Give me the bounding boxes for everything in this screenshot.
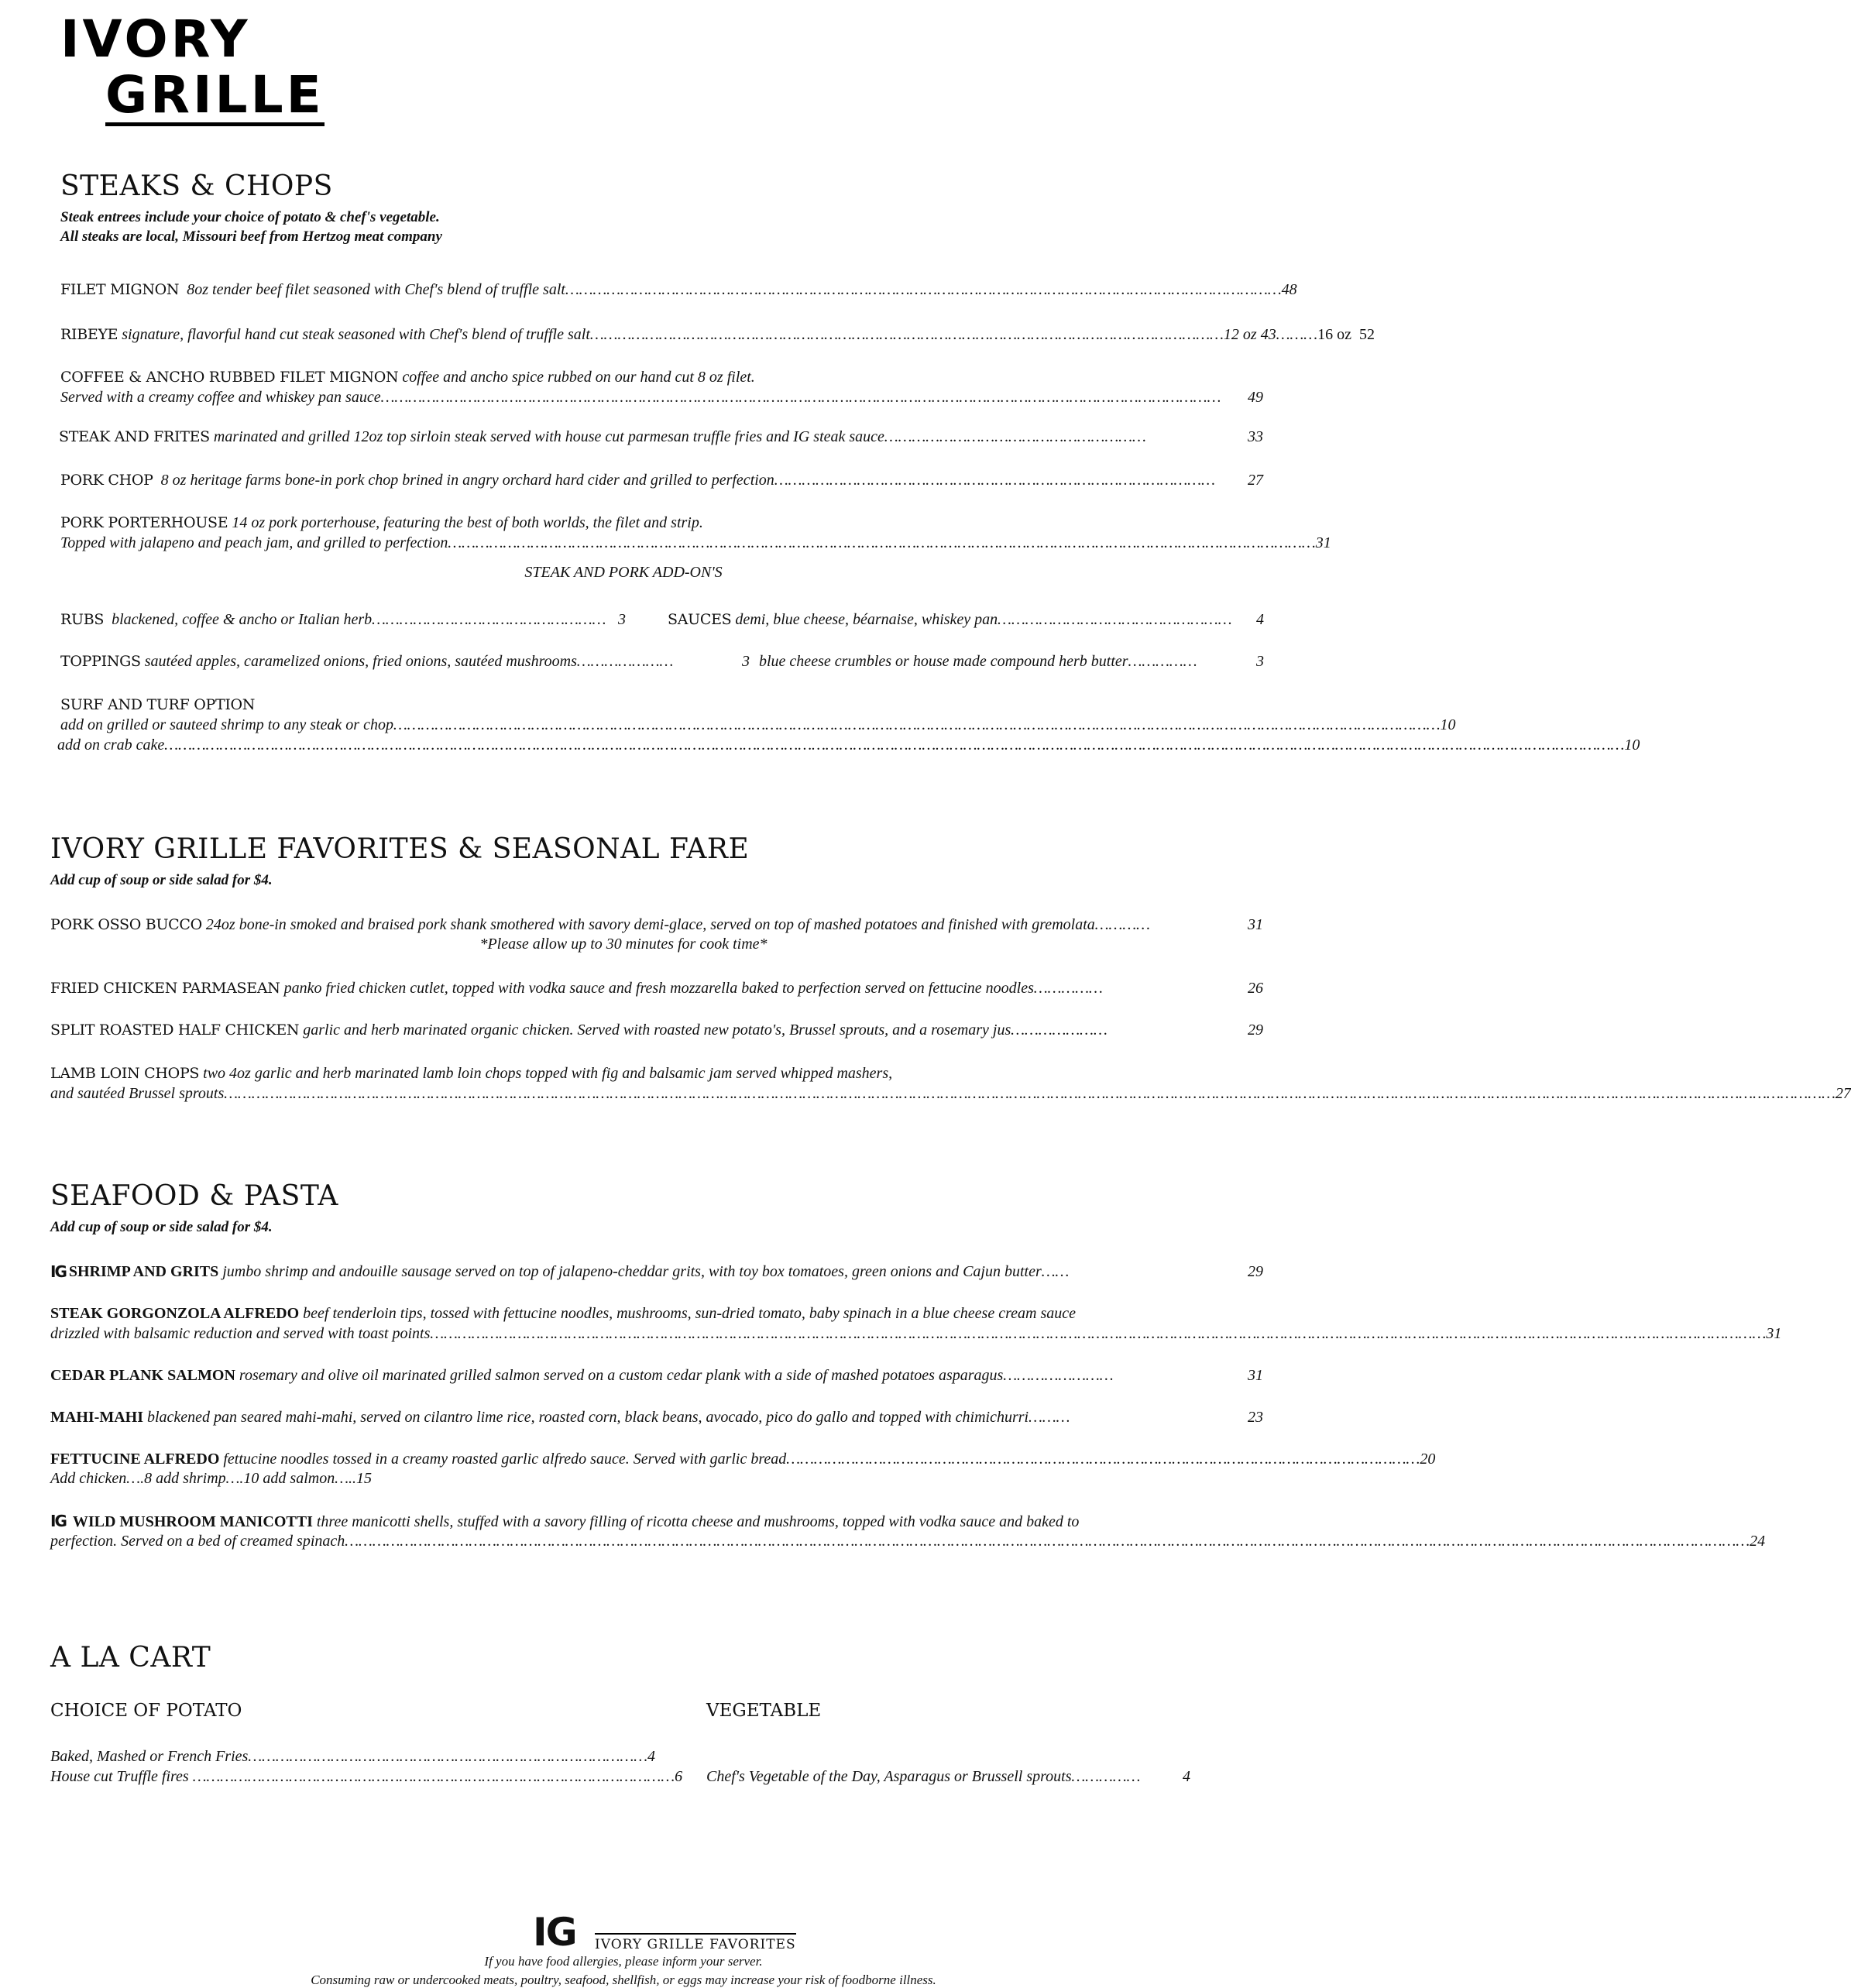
potato-item-1 bbox=[50, 1746, 656, 1767]
menu-item-shrimp-grits bbox=[50, 1261, 1263, 1282]
dot-leader: ………………………………………………… bbox=[884, 428, 1146, 445]
dot-leader: ……………………………………………………………………………………………………………………………………………………………………… bbox=[448, 534, 1316, 551]
menu-item-coffee-filet bbox=[60, 366, 755, 388]
item-name: PORK CHOP bbox=[60, 472, 153, 489]
ig-favorite-icon: IG bbox=[50, 1262, 66, 1281]
ig-favorite-icon: IG bbox=[50, 1512, 66, 1530]
dot-leader: ………………………………………………………………………………………………………………………… bbox=[589, 326, 1224, 343]
item-name: MAHI-MAHI bbox=[50, 1409, 143, 1426]
footer-logo bbox=[533, 1910, 796, 1955]
item-price: 29 bbox=[1248, 1021, 1263, 1039]
menu-item-filet bbox=[60, 279, 1297, 300]
item-name: FETTUCINE ALFREDO bbox=[50, 1451, 220, 1468]
menu-item-ribeye bbox=[60, 324, 1375, 345]
item-price: 29 bbox=[1248, 1263, 1263, 1280]
dot-leader: ………… bbox=[1094, 916, 1150, 933]
item-price: 31 bbox=[1315, 534, 1331, 551]
item-desc: 8 oz heritage farms bone-in pork chop brined in angry orchard hard cider and grilled to perfection bbox=[160, 472, 774, 489]
item-desc: drizzled with balsamic reduction and served with toast points bbox=[50, 1325, 431, 1342]
item-name: WILD MUSHROOM MANICOTTI bbox=[72, 1513, 313, 1530]
brand-line2: GRILLE bbox=[105, 65, 325, 125]
item-name: RUBS bbox=[60, 611, 105, 628]
item-desc: and sautéed Brussel sprouts bbox=[50, 1085, 225, 1102]
dot-leader: ………………………………………………………………………………………………………………………………………………………………… bbox=[380, 389, 1221, 406]
potato-item-2 bbox=[50, 1766, 683, 1787]
dot-leader: ………………… bbox=[1011, 1021, 1108, 1039]
menu-item-porterhouse-cont bbox=[60, 532, 1331, 554]
item-name: PORK PORTERHOUSE bbox=[60, 514, 228, 531]
section-title-favorites: IVORY GRILLE FAVORITES & SEASONAL FARE bbox=[50, 833, 750, 865]
item-price: 4 bbox=[1183, 1768, 1190, 1785]
menu-item-gorgonzola bbox=[50, 1303, 1076, 1324]
item-name: SHRIMP AND GRITS bbox=[68, 1263, 219, 1280]
item-name: LAMB LOIN CHOPS bbox=[50, 1065, 200, 1082]
dot-leader: ………………………………………………………………………………………………………………………………………… bbox=[565, 281, 1282, 298]
brand-line1: IVORY bbox=[60, 9, 251, 69]
dot-leader: ……… bbox=[1276, 326, 1318, 343]
item-desc: blue cheese crumbles or house made compound herb butter bbox=[759, 653, 1128, 670]
dot-leader: …………………………………………………………………………………… bbox=[774, 472, 1215, 489]
item-desc: 14 oz pork porterhouse, featuring the best of both worlds, the filet and strip. bbox=[232, 514, 703, 531]
dot-leader: …………… bbox=[1071, 1768, 1141, 1785]
menu-item-coffee-filet-cont bbox=[60, 386, 1263, 408]
item-desc: demi, blue cheese, béarnaise, whiskey pan bbox=[735, 611, 998, 628]
dot-leader: …………… bbox=[1128, 653, 1197, 670]
menu-item-lamb-cont bbox=[50, 1083, 1851, 1104]
item-desc: Topped with jalapeno and peach jam, and grilled to perfection bbox=[60, 534, 448, 551]
menu-item-lamb bbox=[50, 1063, 892, 1084]
item-price: 4 bbox=[1256, 611, 1264, 628]
item-desc: add on grilled or sauteed shrimp to any steak or chop bbox=[60, 716, 393, 733]
menu-item-steak-frites bbox=[59, 426, 1263, 448]
item-desc: rosemary and olive oil marinated grilled salmon served on a custom cedar plank with a side of mashed potatoes asparagus bbox=[239, 1367, 1004, 1384]
addon-toppings-2 bbox=[759, 651, 1264, 672]
addon-toppings bbox=[60, 651, 750, 672]
dot-leader: …………………………………………… bbox=[998, 611, 1232, 628]
item-desc: garlic and herb marinated organic chicken. Served with roasted new potato's, Brussel sprouts, and a rosemary jus bbox=[303, 1021, 1011, 1039]
menu-item-manicotti bbox=[50, 1510, 1079, 1533]
item-price: 10 bbox=[1624, 736, 1640, 754]
item-price: 20 bbox=[1420, 1451, 1436, 1468]
brand-logo bbox=[60, 9, 325, 126]
addon-rubs bbox=[60, 609, 626, 630]
item-name: PORK OSSO BUCCO bbox=[50, 916, 202, 933]
item-desc: beef tenderloin tips, tossed with fettucine noodles, mushrooms, sun-dried tomato, baby spinach in a blue cheese cream sauce bbox=[303, 1305, 1076, 1322]
dot-leader: …… bbox=[1041, 1263, 1070, 1280]
item-name: STEAK AND FRITES bbox=[59, 428, 210, 445]
item-price: 31 bbox=[1248, 1367, 1263, 1384]
item-desc: jumbo shrimp and andouille sausage served on top of jalapeno-cheddar grits, with toy box tomatoes, green onions and Cajun butter bbox=[222, 1263, 1042, 1280]
item-desc: coffee and ancho spice rubbed on our hand cut 8 oz filet. bbox=[402, 369, 755, 386]
surf-turf-title bbox=[60, 694, 255, 716]
menu-item-manicotti-cont bbox=[50, 1530, 1766, 1552]
item-price: 23 bbox=[1248, 1409, 1263, 1426]
item-name: CEDAR PLANK SALMON bbox=[50, 1367, 235, 1384]
item-name: SURF AND TURF OPTION bbox=[60, 696, 256, 713]
item-price: 31 bbox=[1248, 916, 1263, 933]
dot-leader: ………………… bbox=[576, 653, 674, 670]
dot-leader: …………………………………………………………………………………………… bbox=[192, 1768, 675, 1785]
item-desc: panko fried chicken cutlet, topped with vodka sauce and fresh mozzarella baked to perfection served on fettucine noodles bbox=[283, 980, 1034, 997]
vegetable-title: VEGETABLE bbox=[706, 1701, 822, 1721]
item-name: SAUCES bbox=[668, 611, 732, 628]
item-desc: three manicotti shells, stuffed with a savory filling of ricotta cheese and mushrooms, topped with vodka sauce and baked to bbox=[316, 1513, 1080, 1530]
addon-sauces bbox=[668, 609, 1264, 630]
item-desc: signature, flavorful hand cut steak seasoned with Chef's blend of truffle salt bbox=[122, 326, 590, 343]
dot-leader: ……… bbox=[1029, 1409, 1070, 1426]
dot-leader: …………… bbox=[1033, 980, 1103, 997]
ig-logo-icon: IG bbox=[533, 1910, 576, 1955]
item-price: 27 bbox=[1835, 1085, 1851, 1102]
menu-item-salmon bbox=[50, 1365, 1263, 1386]
item-desc: marinated and grilled 12oz top sirloin steak served with house cut parmesan truffle fries and IG steak sauce bbox=[213, 428, 884, 445]
menu-item-chicken-parm bbox=[50, 977, 1263, 999]
steaks-note-2: All steaks are local, Missouri beef from Hertzog meat company bbox=[60, 228, 442, 245]
item-desc: sautéed apples, caramelized onions, fried onions, sautéed mushrooms bbox=[144, 653, 577, 670]
dot-leader: …………………………………………… bbox=[372, 611, 606, 628]
item-price: 3 bbox=[618, 611, 626, 628]
item-price-12oz: 12 oz 43 bbox=[1223, 326, 1276, 343]
item-desc: perfection. Served on a bed of creamed spinach bbox=[50, 1533, 345, 1550]
item-price: 31 bbox=[1766, 1325, 1782, 1342]
dot-leader: ………………………………………………………………………………………………………………………………………………………………………………………………………………………………………………………………………………………… bbox=[164, 736, 1625, 754]
favorites-note: Add cup of soup or side salad for $4. bbox=[50, 872, 273, 888]
menu-item-osso-bucco bbox=[50, 914, 1263, 936]
dot-leader: ……………………………………………………………………………………………………………………………………………………………………………………………………………………………………………………………………………………………………………………… bbox=[224, 1085, 1836, 1102]
item-desc: 8oz tender beef filet seasoned with Chef's blend of truffle salt bbox=[187, 281, 565, 298]
item-desc: blackened, coffee & ancho or Italian herb bbox=[112, 611, 373, 628]
item-name: COFFEE & ANCHO RUBBED FILET MIGNON bbox=[60, 369, 399, 386]
item-price: 6 bbox=[675, 1768, 683, 1785]
item-desc: Served with a creamy coffee and whiskey pan sauce bbox=[60, 389, 381, 406]
item-name: FILET MIGNON bbox=[60, 281, 180, 298]
dot-leader: ……………………………………………………………………………………………………………………………………………………………………………………………………………………………………………………………………………… bbox=[345, 1533, 1750, 1550]
item-desc: 24oz bone-in smoked and braised pork shank smothered with savory demi-glace, served on top of mashed potatoes and finished with gremolata bbox=[205, 916, 1095, 933]
item-desc: add on crab cake bbox=[57, 736, 165, 754]
item-name: FRIED CHICKEN PARMASEAN bbox=[50, 980, 280, 997]
item-desc: two 4oz garlic and herb marinated lamb loin chops topped with fig and balsamic jam served whipped mashers, bbox=[203, 1065, 893, 1082]
item-price: 4 bbox=[647, 1748, 656, 1765]
item-name: TOPPINGS bbox=[60, 653, 141, 670]
menu-item-half-chicken bbox=[50, 1019, 1263, 1041]
item-name: STEAK GORGONZOLA ALFREDO bbox=[50, 1305, 300, 1322]
item-name: SPLIT ROASTED HALF CHICKEN bbox=[50, 1021, 300, 1039]
fettucine-addons: Add chicken….8 add shrimp….10 add salmon…..15 bbox=[50, 1470, 372, 1487]
vegetable-item-1 bbox=[706, 1766, 1190, 1787]
osso-cook-time-note: *Please allow up to 30 minutes for cook time* bbox=[479, 936, 768, 953]
item-desc: Baked, Mashed or French Fries bbox=[50, 1748, 249, 1765]
item-desc: fettucine noodles tossed in a creamy roasted garlic alfredo sauce. Served with garlic bread bbox=[223, 1451, 787, 1468]
item-price: 24 bbox=[1750, 1533, 1766, 1550]
menu-item-gorgonzola-cont bbox=[50, 1323, 1782, 1344]
item-price: 3 bbox=[742, 653, 750, 670]
item-name: RIBEYE bbox=[60, 326, 118, 343]
foodborne-warning: Consuming raw or undercooked meats, poultry, seafood, shellfish, or eggs may increase your risk of foodborne illness. bbox=[311, 1973, 936, 1987]
potato-title: CHOICE OF POTATO bbox=[50, 1701, 242, 1721]
dot-leader: ………………………………………………………………………………………………………………………………………………………………………………………………………… bbox=[393, 716, 1441, 733]
item-desc: House cut Truffle fires bbox=[50, 1768, 193, 1785]
item-price: 3 bbox=[1256, 653, 1264, 670]
seafood-note: Add cup of soup or side salad for $4. bbox=[50, 1219, 273, 1235]
section-title-seafood: SEAFOOD & PASTA bbox=[50, 1180, 338, 1212]
allergy-note: If you have food allergies, please inform your server. bbox=[484, 1954, 763, 1969]
item-desc: blackened pan seared mahi-mahi, served on cilantro lime rice, roasted corn, black beans, avocado, pico do gallo and topped with chimichurri bbox=[146, 1409, 1029, 1426]
menu-item-pork-chop bbox=[60, 469, 1263, 491]
item-price: 48 bbox=[1281, 281, 1297, 298]
dot-leader: ………………………………………………………………………………………………………………………………………………………………………………………………………………………………………………………………… bbox=[430, 1325, 1767, 1342]
dot-leader: ………………………………………………………………………………………………………………………… bbox=[786, 1451, 1420, 1468]
item-price: 10 bbox=[1440, 716, 1456, 733]
dot-leader: …………………… bbox=[1003, 1367, 1114, 1384]
menu-item-fettucine bbox=[50, 1448, 1436, 1470]
dot-leader: …………………………………………………………………………… bbox=[248, 1748, 648, 1765]
item-price: 27 bbox=[1248, 472, 1263, 489]
favorites-legend: IVORY GRILLE FAVORITES bbox=[595, 1933, 796, 1952]
item-price: 26 bbox=[1248, 980, 1263, 997]
addons-title: STEAK AND PORK ADD-ON'S bbox=[524, 564, 723, 581]
item-price: 33 bbox=[1248, 428, 1263, 445]
section-title-steaks: STEAKS & CHOPS bbox=[60, 170, 333, 202]
section-title-alacart: A LA CART bbox=[50, 1642, 211, 1674]
item-price: 49 bbox=[1248, 389, 1263, 406]
item-price-16oz: 16 oz 52 bbox=[1317, 326, 1375, 343]
menu-item-mahi bbox=[50, 1406, 1263, 1428]
surf-turf-shrimp bbox=[60, 714, 1456, 736]
steaks-note-1: Steak entrees include your choice of potato & chef's vegetable. bbox=[60, 209, 440, 225]
item-desc: Chef's Vegetable of the Day, Asparagus or Brussell sprouts bbox=[706, 1768, 1072, 1785]
surf-turf-crab bbox=[57, 734, 1640, 756]
menu-item-porterhouse bbox=[60, 512, 703, 534]
